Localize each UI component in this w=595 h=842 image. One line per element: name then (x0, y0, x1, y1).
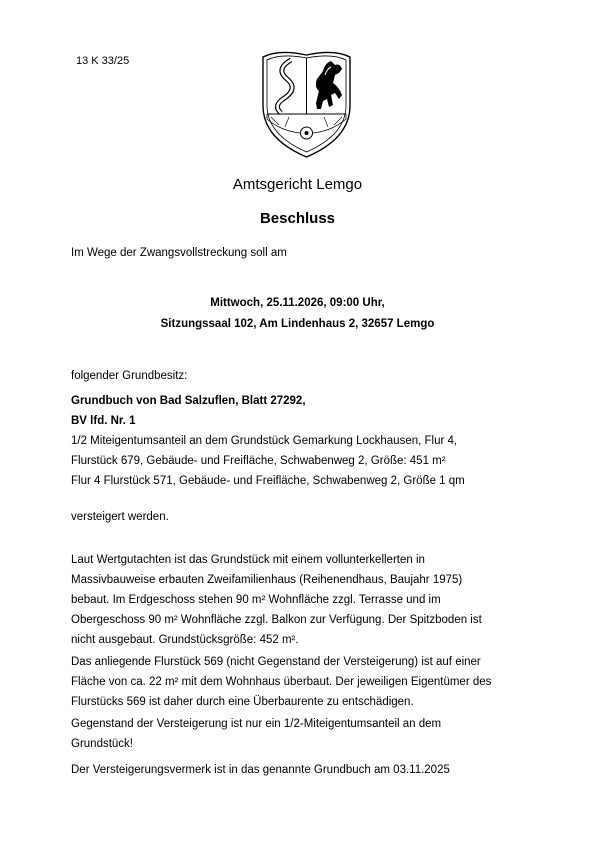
land-register: Grundbuch von Bad Salzuflen, Blatt 27292, (71, 395, 306, 407)
property-line: Flurstück 679, Gebäude- und Freifläche, Schwabenweg 2, Größe: 451 m² (71, 455, 446, 467)
property-line: Flur 4 Flurstück 571, Gebäude- und Freifläche, Schwabenweg 2, Größe 1 qm (71, 475, 465, 487)
adjacent-line: Flurstücks 569 ist daher durch eine Überbaurente zu entschädigen. (71, 696, 414, 708)
property-line: 1/2 Miteigentumsanteil an dem Grundstück Gemarkung Lockhausen, Flur 4, (71, 435, 458, 447)
subject-paragraph (71, 714, 441, 754)
appraisal-line: nicht ausgebaut. Grundstücksgröße: 452 m². (71, 634, 299, 646)
adjacent-line: Das anliegende Flurstück 569 (nicht Gegenstand der Versteigerung) ist auf einer (71, 656, 481, 668)
bv-number: BV lfd. Nr. 1 (71, 415, 136, 427)
auction-date: Mittwoch, 25.11.2026, 09:00 Uhr, (210, 297, 385, 309)
subject-line: Grundstück! (71, 738, 133, 750)
court-name: Amtsgericht Lemgo (232, 176, 363, 193)
auction-location: Sitzungssaal 102, Am Lindenhaus 2, 32657 Lemgo (160, 318, 435, 330)
file-number: 13 K 33/25 (76, 55, 130, 67)
auctioned-text: versteigert werden. (71, 511, 169, 523)
following-label: folgender Grundbesitz: (71, 370, 188, 382)
appraisal-paragraph (71, 550, 482, 650)
register-note: Der Versteigerungsvermerk ist in das genannte Grundbuch am 03.11.2025 (71, 764, 450, 776)
adjacent-paragraph (71, 652, 491, 712)
subject-line: Gegenstand der Versteigerung ist nur ein 1/2-Miteigentumsanteil an dem (71, 718, 442, 730)
appraisal-line: Massivbauweise erbauten Zweifamilienhaus (Reihenendhaus, Baujahr 1975) (71, 574, 463, 586)
document-title: Beschluss (259, 210, 336, 227)
appraisal-line: Obergeschoss 90 m² Wohnfläche zzgl. Balkon zur Verfügung. Der Spitzboden ist (71, 614, 482, 626)
coat-of-arms-icon (259, 47, 354, 159)
property-description (71, 431, 465, 491)
adjacent-line: Fläche von ca. 22 m² mit dem Wohnhaus überbaut. Der jeweiligen Eigentümer des (71, 676, 492, 688)
intro-text: Im Wege der Zwangsvollstreckung soll am (71, 247, 287, 259)
appraisal-line: bebaut. Im Erdgeschoss stehen 90 m² Wohnfläche zzgl. Terrasse und im (71, 594, 441, 606)
appraisal-line: Laut Wertgutachten ist das Grundstück mit einem vollunterkellerten in (71, 554, 425, 566)
